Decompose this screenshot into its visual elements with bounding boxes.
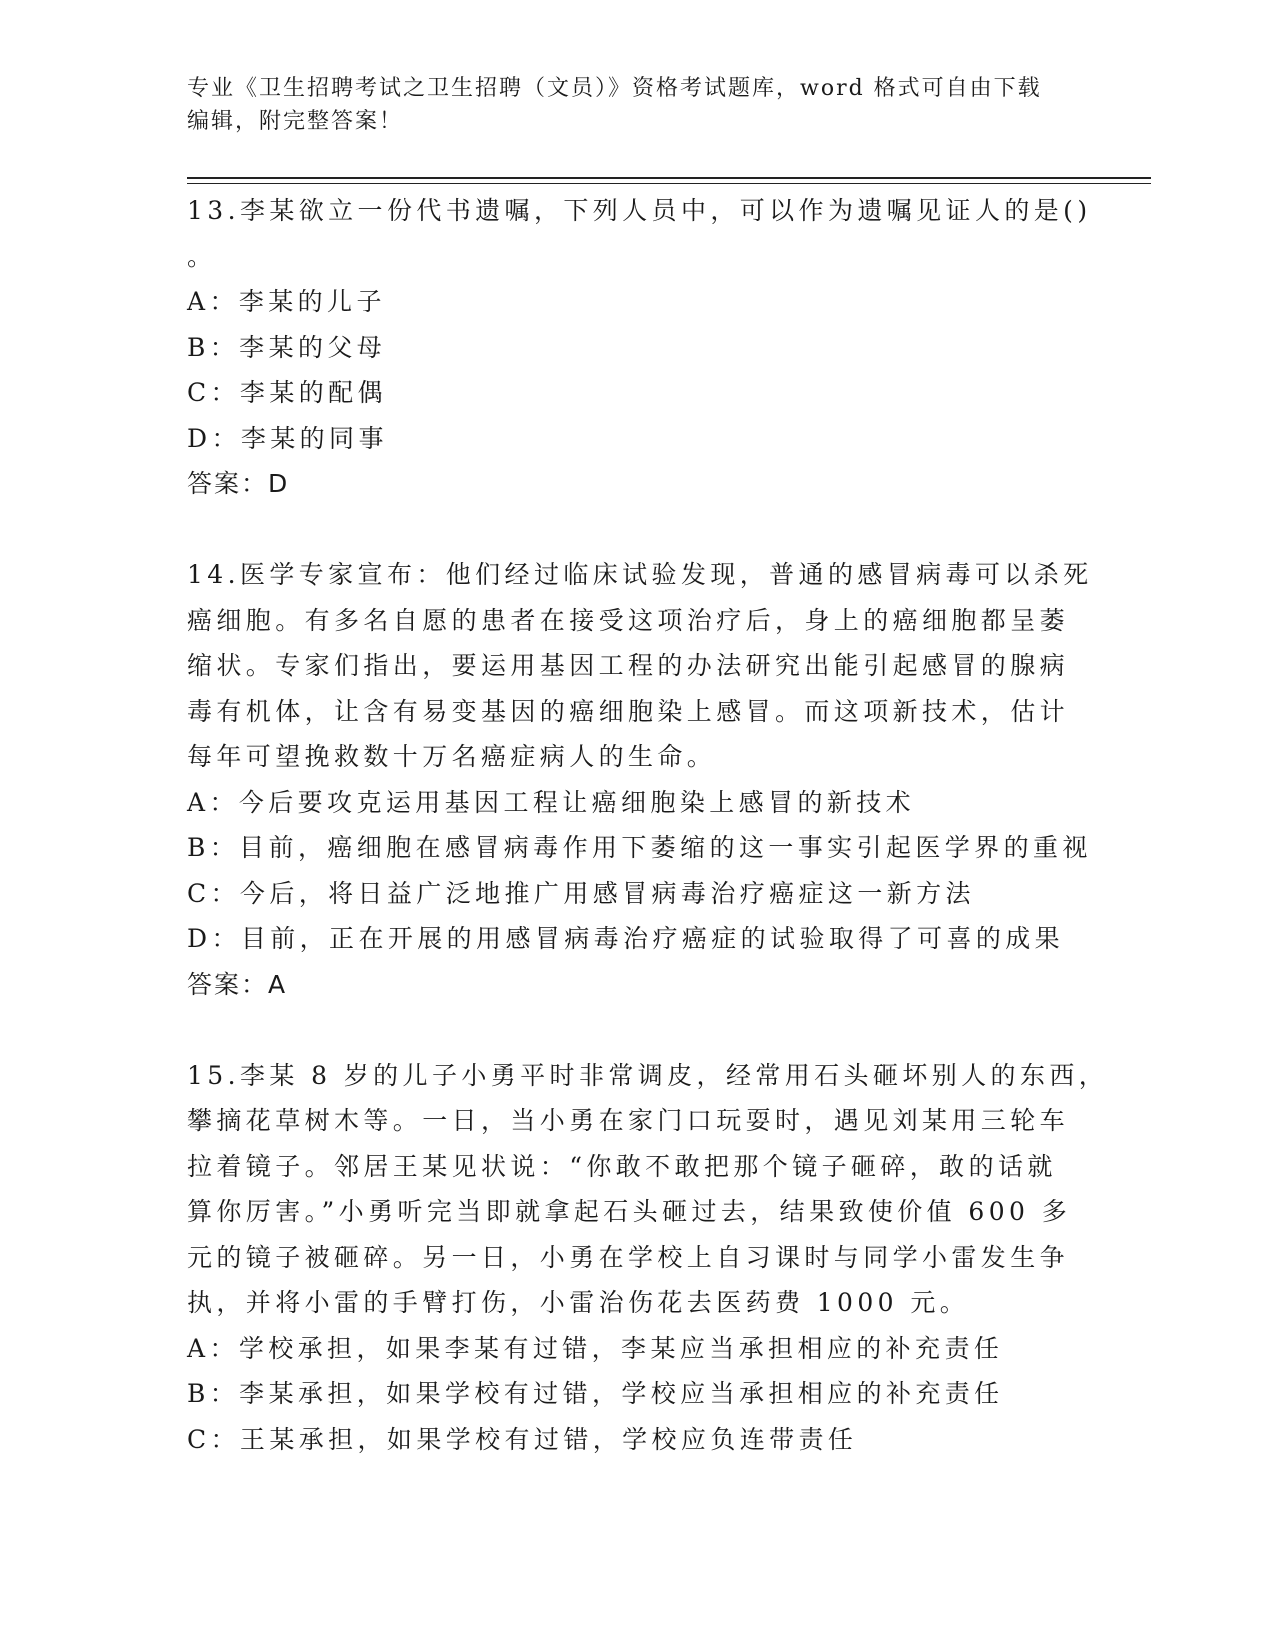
- option-b: B：目前，癌细胞在感冒病毒作用下萎缩的这一事实引起医学界的重视: [187, 833, 1092, 862]
- question-text-line: 缩状。专家们指出，要运用基因工程的办法研究出能引起感冒的腺病: [187, 651, 1070, 680]
- question-text-line: 15.李某 8 岁的儿子小勇平时非常调皮，经常用石头砸坏别人的东西，: [187, 1060, 1109, 1090]
- spacer: [187, 507, 1087, 553]
- question-text-line: 癌细胞。有多名自愿的患者在接受这项治疗后，身上的癌细胞都呈萎: [187, 605, 1070, 635]
- spacer: [187, 1007, 1087, 1053]
- document-header: [187, 72, 1087, 138]
- answer: 答案：D: [187, 469, 290, 498]
- question-text-line: 每年可望挽救数十万名癌症病人的生命。: [187, 742, 717, 771]
- option-c: C：李某的配偶: [187, 378, 387, 407]
- question-list: [187, 188, 1109, 1462]
- option-c: C：今后，将日益广泛地推广用感冒病毒治疗癌症这一新方法: [187, 878, 975, 908]
- option-c: C：王某承担，如果学校有过错，学校应负连带责任: [187, 1424, 858, 1454]
- question-text-line: 拉着镜子。邻居王某见状说：“你敢不敢把那个镜子砸碎，敢的话就: [187, 1151, 1057, 1181]
- answer: 答案：A: [187, 969, 288, 999]
- question-text-line: 13.李某欲立一份代书遗嘱，下列人员中，可以作为遗嘱见证人的是(): [187, 196, 1092, 225]
- header-rule-thick: [187, 177, 1151, 179]
- question-text-line: 14.医学专家宣布：他们经过临床试验发现，普通的感冒病毒可以杀死: [187, 560, 1093, 589]
- question-text-line: 攀摘花草树木等。一日，当小勇在家门口玩耍时，遇见刘某用三轮车: [187, 1106, 1070, 1135]
- question-text-line: 元的镜子被砸碎。另一日，小勇在学校上自习课时与同学小雷发生争: [187, 1242, 1070, 1272]
- question-14: [187, 552, 1093, 1007]
- header-line-2: 编辑，附完整答案！: [187, 109, 404, 134]
- option-b: B：李某承担，如果学校有过错，学校应当承担相应的补充责任: [187, 1379, 1004, 1408]
- option-a: A：学校承担，如果李某有过错，李某应当承担相应的补充责任: [187, 1333, 1004, 1363]
- option-a: A：李某的儿子: [187, 287, 386, 316]
- question-text-line: 执，并将小雷的手臂打伤，小雷治伤花去医药费 1000 元。: [187, 1288, 970, 1317]
- option-d: D：目前，正在开展的用感冒病毒治疗癌症的试验取得了可喜的成果: [187, 924, 1065, 953]
- question-15: [187, 1053, 1109, 1463]
- option-d: D：李某的同事: [187, 423, 388, 453]
- header-line-1: 专业《卫生招聘考试之卫生招聘（文员）》资格考试题库，word 格式可自由下载: [187, 76, 1042, 101]
- question-text-line: 毒有机体，让含有易变基因的癌细胞染上感冒。而这项新技术，估计: [187, 696, 1070, 726]
- question-text-line: 算你厉害。”小勇听完当即就拿起石头砸过去，结果致使价值 600 多: [187, 1197, 1072, 1226]
- option-a: A：今后要攻克运用基因工程让癌细胞染上感冒的新技术: [187, 787, 916, 817]
- option-b: B：李某的父母: [187, 332, 387, 362]
- question-13: [187, 188, 1092, 507]
- header-rule-thin: [187, 183, 1151, 184]
- question-text-line: 。: [187, 241, 217, 271]
